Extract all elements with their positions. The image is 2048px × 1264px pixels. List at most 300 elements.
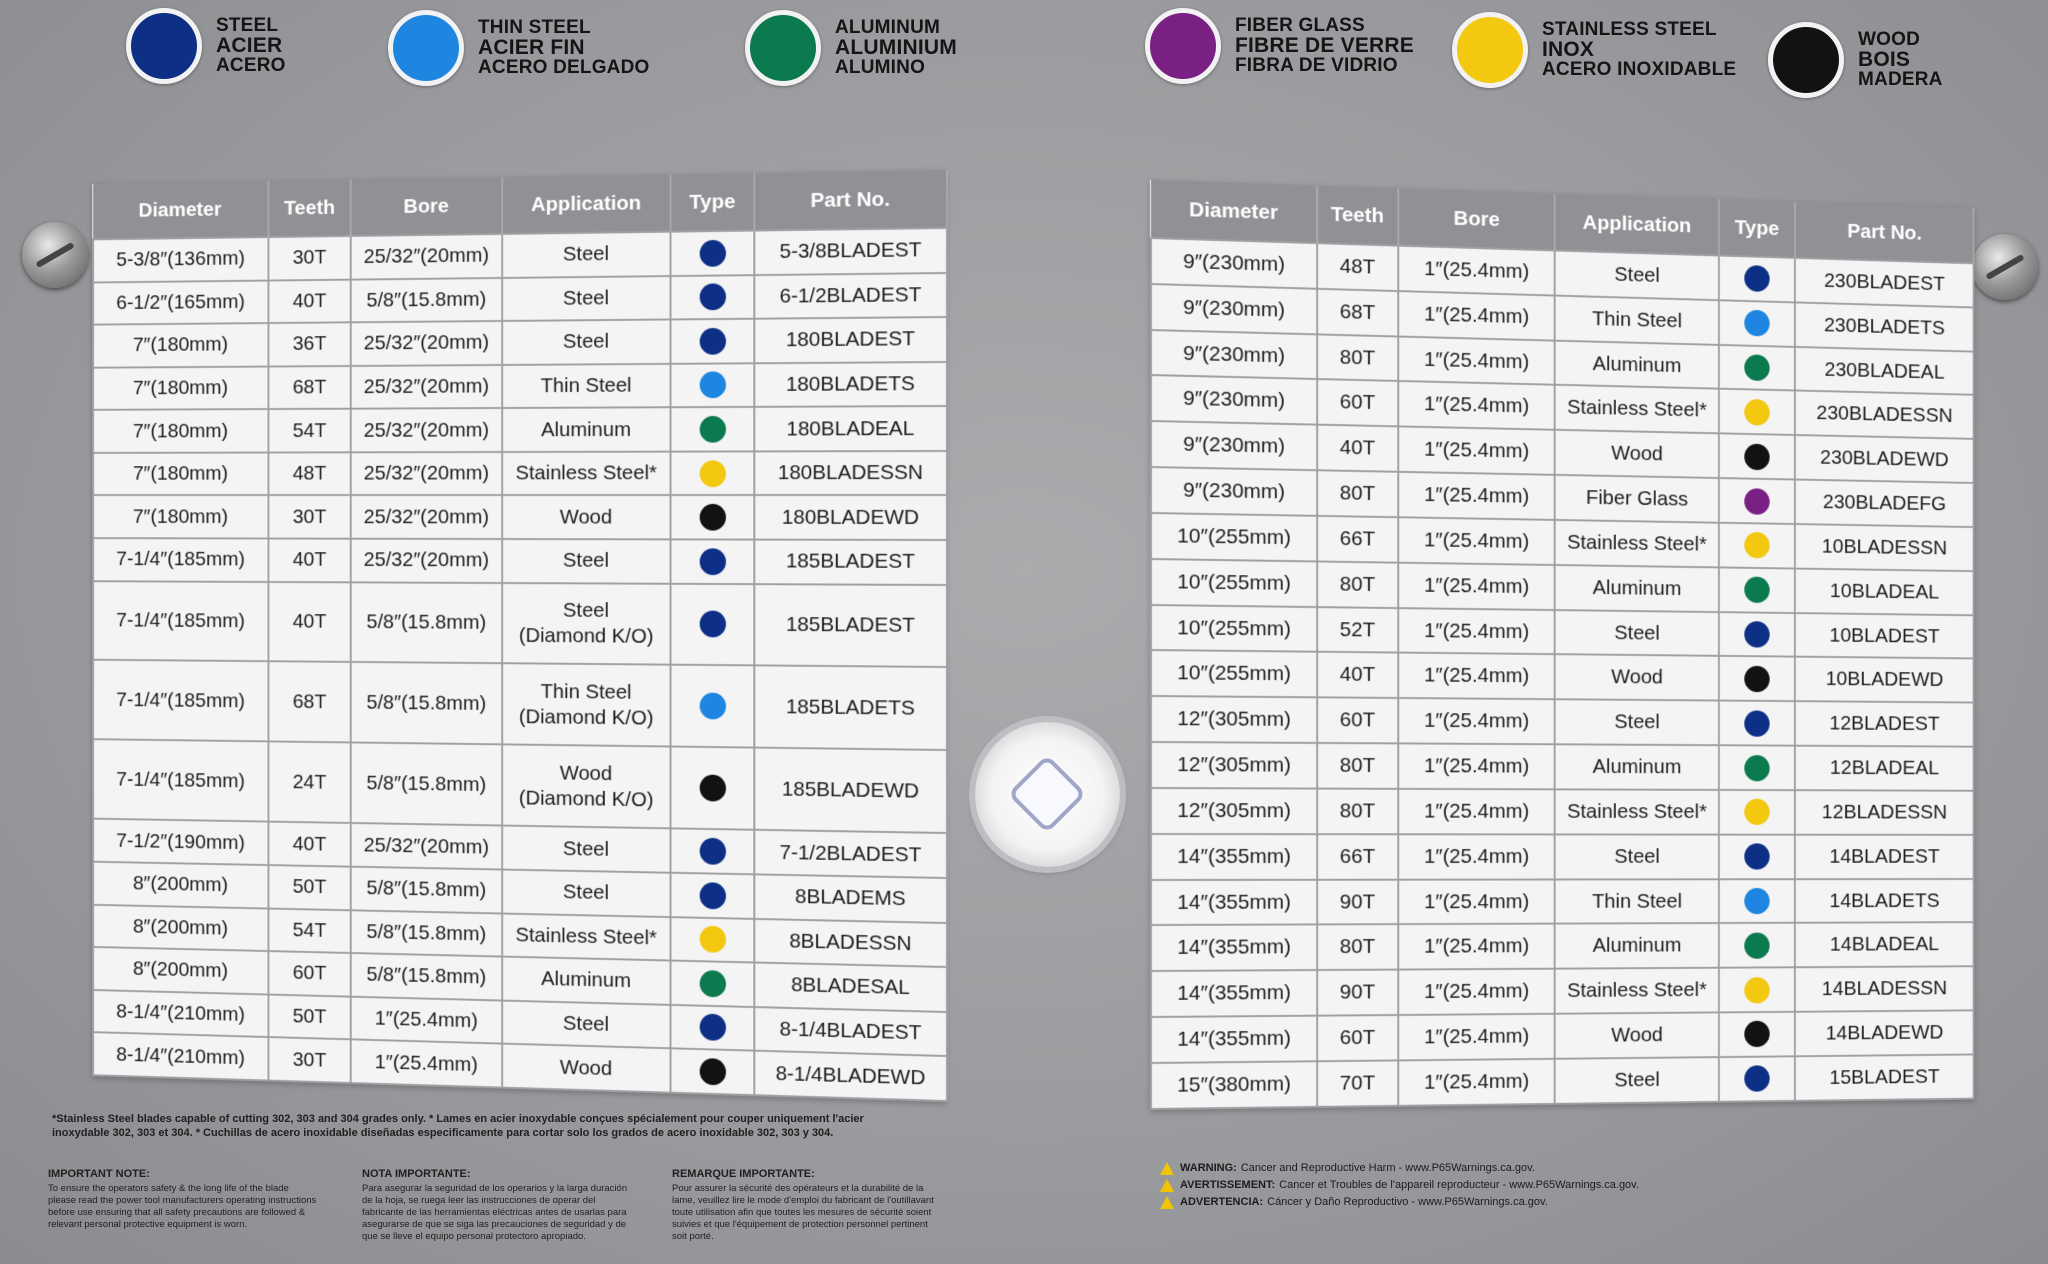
application-text: Steel — [562, 598, 610, 622]
type-cell — [671, 917, 755, 963]
teeth-cell: 80T — [1317, 561, 1398, 607]
application-cell — [502, 320, 670, 365]
legend-dot-stainless-steel — [1452, 12, 1528, 88]
legend-dot-aluminum — [745, 10, 821, 86]
type-dot-aluminum — [1744, 755, 1769, 781]
diameter-cell: 9″(230mm) — [1151, 330, 1317, 380]
legend-item-thin-steel — [388, 10, 650, 86]
left-blade-table — [92, 170, 946, 1102]
type-dot-aluminum — [699, 416, 725, 443]
type-dot-wood — [699, 1058, 725, 1085]
application-cell — [502, 913, 670, 961]
teeth-cell: 60T — [268, 951, 350, 996]
part-cell: 8-1/4BLADEWD — [754, 1051, 947, 1101]
part-cell: 185BLADEWD — [754, 748, 947, 833]
application-cell — [1555, 340, 1719, 389]
teeth-cell: 60T — [1317, 698, 1398, 744]
bore-cell: 1″(25.4mm) — [1398, 653, 1555, 700]
column-header: Teeth — [268, 180, 350, 237]
diamond-knockout — [1007, 754, 1086, 833]
type-cell — [671, 747, 755, 830]
bore-cell: 25/32″(20mm) — [351, 365, 502, 409]
part-cell: 180BLADETS — [754, 362, 947, 407]
part-cell: 12BLADEST — [1795, 701, 1974, 746]
teeth-cell: 40T — [268, 279, 350, 323]
application-cell — [1555, 923, 1719, 968]
type-dot-steel — [1744, 621, 1769, 647]
diameter-cell: 7″(180mm) — [93, 366, 268, 410]
type-dot-steel — [699, 284, 725, 311]
application-text: Steel — [562, 837, 610, 861]
application-subtext: (Diamond K/O) — [518, 786, 654, 812]
diameter-cell: 8″(200mm) — [93, 947, 268, 994]
teeth-cell: 66T — [1317, 516, 1398, 563]
warning-label: ADVERTENCIA: — [1180, 1196, 1264, 1208]
bore-cell: 1″(25.4mm) — [1398, 517, 1555, 565]
table-row — [1151, 696, 1974, 746]
type-dot-steel — [699, 240, 725, 267]
application-cell — [502, 957, 670, 1005]
type-cell — [1719, 834, 1795, 879]
application-text: Stainless Steel* — [1567, 396, 1707, 422]
type-dot-wood — [1744, 1021, 1769, 1047]
teeth-cell: 40T — [268, 822, 350, 867]
column-header: Bore — [351, 177, 502, 236]
type-cell — [1719, 389, 1795, 435]
diameter-cell: 7″(180mm) — [93, 452, 268, 495]
legend-item-wood — [1768, 22, 1943, 98]
teeth-cell: 48T — [1317, 243, 1398, 291]
application-text: Stainless Steel* — [515, 461, 657, 485]
diameter-cell: 14″(355mm) — [1151, 879, 1317, 925]
diameter-cell: 12″(305mm) — [1151, 742, 1317, 788]
diameter-cell: 8-1/4″(210mm) — [93, 1032, 268, 1080]
table-row — [1151, 834, 1974, 880]
bore-cell: 5/8″(15.8mm) — [351, 953, 502, 1000]
diameter-cell: 15″(380mm) — [1151, 1061, 1317, 1109]
teeth-cell: 50T — [268, 865, 350, 910]
diameter-cell: 14″(355mm) — [1151, 834, 1317, 880]
application-cell — [1555, 385, 1719, 433]
part-cell: 7-1/2BLADEST — [754, 830, 947, 878]
type-cell — [1719, 523, 1795, 569]
table-row — [1151, 788, 1974, 835]
legend-label-line: ALUMINIUM — [835, 36, 957, 59]
type-cell — [671, 829, 755, 875]
bore-cell: 1″(25.4mm) — [1398, 1059, 1555, 1106]
diameter-cell: 14″(355mm) — [1151, 970, 1317, 1017]
type-cell — [1719, 612, 1795, 657]
type-dot-steel — [699, 838, 725, 865]
bore-cell: 25/32″(20mm) — [351, 495, 502, 539]
part-cell: 14BLADETS — [1795, 879, 1974, 924]
type-cell — [671, 961, 755, 1007]
bore-cell: 25/32″(20mm) — [351, 539, 502, 583]
application-cell — [502, 451, 670, 495]
diameter-cell: 9″(230mm) — [1151, 421, 1317, 470]
teeth-cell: 68T — [268, 662, 350, 743]
type-dot-aluminum — [1744, 354, 1769, 381]
type-dot-steel — [1744, 265, 1769, 292]
part-cell: 230BLADEST — [1795, 258, 1974, 307]
teeth-cell: 54T — [268, 908, 350, 953]
type-cell — [671, 873, 755, 919]
type-dot-thin-steel — [1744, 310, 1769, 337]
teeth-cell: 80T — [1317, 334, 1398, 381]
application-cell — [1555, 1012, 1719, 1058]
column-header: Application — [502, 174, 670, 233]
prop65-warnings — [1160, 1160, 1760, 1211]
bore-cell: 5/8″(15.8mm) — [351, 278, 502, 323]
application-text: Thin Steel — [1592, 889, 1682, 913]
teeth-cell: 30T — [268, 1037, 350, 1083]
type-dot-wood — [1744, 666, 1769, 692]
teeth-cell: 68T — [1317, 289, 1398, 337]
left-screw — [22, 222, 88, 288]
application-text: Steel — [1614, 710, 1660, 734]
table-row — [1151, 1054, 1974, 1109]
type-dot-stainless-steel — [699, 926, 725, 953]
teeth-cell: 60T — [1317, 1015, 1398, 1061]
column-header: Part No. — [1795, 202, 1974, 264]
warning-text: Cáncer y Daño Reproductivo - www.P65Warnings.ca.gov. — [1267, 1196, 1548, 1208]
application-text: Wood — [1611, 665, 1663, 689]
teeth-cell: 90T — [1317, 879, 1398, 925]
teeth-cell: 80T — [1317, 925, 1398, 971]
legend-item-aluminum — [745, 10, 957, 86]
diameter-cell: 12″(305mm) — [1151, 788, 1317, 834]
type-dot-steel — [699, 611, 725, 638]
application-cell — [502, 1000, 670, 1048]
type-cell — [1719, 300, 1795, 347]
application-cell — [502, 1044, 670, 1093]
part-cell: 10BLADEAL — [1795, 568, 1974, 615]
type-cell — [1719, 1056, 1795, 1102]
bore-cell: 1″(25.4mm) — [1398, 789, 1555, 834]
bore-cell: 5/8″(15.8mm) — [351, 910, 502, 957]
application-text: Aluminum — [541, 967, 632, 993]
warning-line-en — [1160, 1160, 1760, 1177]
part-cell: 185BLADETS — [754, 666, 947, 751]
part-cell: 8BLADESSN — [754, 918, 947, 967]
type-dot-wood — [699, 775, 725, 802]
diameter-cell: 10″(255mm) — [1151, 650, 1317, 697]
diameter-cell: 7-1/4″(185mm) — [93, 660, 268, 742]
type-dot-steel — [1744, 1066, 1769, 1092]
diameter-cell: 10″(255mm) — [1151, 513, 1317, 561]
legend-label-line: ACERO — [216, 55, 286, 76]
legend-label-line: ACIER FIN — [478, 36, 585, 59]
warning-line-es — [1160, 1194, 1760, 1211]
application-cell — [502, 276, 670, 321]
part-cell: 14BLADEAL — [1795, 923, 1974, 968]
material-legend — [0, 0, 2048, 120]
part-cell: 185BLADEST — [754, 540, 947, 585]
diameter-cell: 10″(255mm) — [1151, 605, 1317, 653]
important-note-en — [48, 1168, 318, 1231]
teeth-cell: 68T — [268, 366, 350, 410]
table-row — [1151, 650, 1974, 702]
column-header: Diameter — [1151, 180, 1317, 243]
part-cell: 180BLADEWD — [754, 495, 947, 540]
type-dot-stainless-steel — [1744, 799, 1769, 825]
part-cell: 12BLADESSN — [1795, 790, 1974, 835]
bore-cell: 1″(25.4mm) — [1398, 744, 1555, 790]
legend-label-line: ALUMINO — [835, 57, 926, 78]
application-cell — [502, 232, 670, 278]
type-cell — [671, 451, 755, 495]
table-row — [93, 740, 947, 834]
diameter-cell: 8″(200mm) — [93, 904, 268, 951]
application-cell — [1555, 430, 1719, 478]
column-header: Part No. — [754, 170, 947, 231]
type-dot-wood — [699, 504, 725, 531]
application-text: Stainless Steel* — [1567, 800, 1707, 823]
legend-dot-fiber-glass — [1145, 8, 1221, 84]
bore-cell: 5/8″(15.8mm) — [351, 743, 502, 826]
teeth-cell: 54T — [268, 409, 350, 452]
type-dot-steel — [699, 882, 725, 909]
diameter-cell: 8-1/4″(210mm) — [93, 990, 268, 1038]
column-header: Type — [1719, 199, 1795, 258]
type-dot-stainless-steel — [1744, 532, 1769, 559]
application-text: Stainless Steel* — [1567, 978, 1707, 1003]
legend-dot-steel — [126, 8, 202, 84]
diameter-cell: 7″(180mm) — [93, 409, 268, 452]
type-dot-aluminum — [1744, 577, 1769, 604]
part-cell: 8BLADEMS — [754, 874, 947, 922]
type-cell — [1719, 879, 1795, 924]
type-cell — [671, 231, 755, 276]
bore-cell: 25/32″(20mm) — [351, 234, 502, 279]
diameter-cell: 6-1/2″(165mm) — [93, 280, 268, 325]
application-cell — [1555, 834, 1719, 879]
type-dot-stainless-steel — [699, 460, 725, 487]
teeth-cell: 36T — [268, 322, 350, 366]
bore-cell: 1″(25.4mm) — [1398, 879, 1555, 924]
table-row — [93, 362, 947, 410]
application-text: Steel — [562, 549, 610, 572]
diameter-cell: 9″(230mm) — [1151, 376, 1317, 425]
legend-label-line: ACERO INOXIDABLE — [1542, 59, 1737, 80]
type-dot-steel — [699, 1014, 725, 1041]
teeth-cell: 30T — [268, 236, 350, 280]
legend-label-line: STAINLESS STEEL — [1542, 19, 1717, 40]
part-cell: 230BLADEAL — [1795, 347, 1974, 396]
legend-dot-wood — [1768, 22, 1844, 98]
warning-text: Cancer et Troubles de l'appareil reproducteur - www.P65Warnings.ca.gov. — [1279, 1179, 1639, 1191]
type-cell — [671, 1005, 755, 1051]
legend-label-line: ACIER — [216, 34, 283, 57]
part-cell: 230BLADETS — [1795, 302, 1974, 351]
application-cell — [502, 826, 670, 873]
bore-cell: 25/32″(20mm) — [351, 823, 502, 869]
warning-icon — [1160, 1196, 1174, 1209]
legend-item-fiber-glass — [1145, 8, 1414, 84]
important-note-fr — [672, 1168, 942, 1243]
bore-cell: 1″(25.4mm) — [1398, 291, 1555, 340]
stainless-footnote: *Stainless Steel blades capable of cutting 302, 303 and 304 grades only. * Lames en acier inoxydable conçues spécialement pour couper uniquement l'acier inoxydable 302, 303 et 304. * Cuchillas de acero inoxidable diseñadas especificamente para cortar solo los grados de acero inoxidable 302, 303 y 304. — [52, 1113, 864, 1139]
application-cell — [1555, 295, 1719, 344]
type-cell — [1719, 567, 1795, 612]
part-cell: 14BLADEWD — [1795, 1010, 1974, 1056]
type-cell — [1719, 478, 1795, 524]
type-dot-steel — [1744, 844, 1769, 870]
type-cell — [1719, 701, 1795, 746]
teeth-cell: 50T — [268, 994, 350, 1039]
bore-cell: 1″(25.4mm) — [1398, 246, 1555, 296]
bore-cell: 5/8″(15.8mm) — [351, 867, 502, 913]
type-dot-wood — [1744, 443, 1769, 470]
application-cell — [1555, 968, 1719, 1014]
type-cell — [671, 363, 755, 408]
application-text: Wood — [559, 1055, 613, 1080]
table-row — [93, 495, 947, 540]
right-blade-table — [1150, 180, 1974, 1110]
application-text: Aluminum — [1592, 755, 1682, 779]
note-body: To ensure the operators safety & the long life of the blade please read the power tool manufacturers operating instructions before use ensuring that all safety precautions are followed & relevant personal protective equipment is worn. — [48, 1183, 317, 1230]
application-cell — [502, 664, 670, 747]
type-cell — [671, 583, 755, 666]
teeth-cell: 90T — [1317, 970, 1398, 1016]
application-cell — [1555, 744, 1719, 789]
part-cell: 180BLADESSN — [754, 451, 947, 496]
application-subtext: (Diamond K/O) — [518, 705, 654, 730]
part-cell: 12BLADEAL — [1795, 746, 1974, 791]
application-text: Aluminum — [1592, 934, 1682, 958]
application-text: Thin Steel — [540, 373, 632, 398]
legend-label-line: WOOD — [1858, 29, 1921, 50]
diameter-cell: 12″(305mm) — [1151, 696, 1317, 743]
part-cell: 230BLADEFG — [1795, 480, 1974, 527]
note-body: Para asegurar la seguridad de los operarios y la larga duración de la hoja, se ruega leer las instrucciones de operar del fabricante de las herramientas eléctricas antes de usarlas para asegurarse de que se siga las precauciones de seguridad y de que se lleve el equipo personal protectoro apropiado. — [362, 1183, 628, 1242]
teeth-cell: 40T — [1317, 652, 1398, 698]
diameter-cell: 9″(230mm) — [1151, 467, 1317, 516]
type-dot-steel — [699, 328, 725, 355]
application-text: Steel — [562, 286, 610, 310]
teeth-cell: 52T — [1317, 607, 1398, 653]
application-text: Thin Steel — [1592, 307, 1682, 333]
bore-cell: 25/32″(20mm) — [351, 408, 502, 452]
table-row — [1151, 742, 1974, 791]
type-cell — [1719, 345, 1795, 391]
teeth-cell: 66T — [1317, 834, 1398, 879]
bore-cell: 1″(25.4mm) — [351, 996, 502, 1043]
warning-icon — [1160, 1179, 1174, 1192]
table-row — [1151, 966, 1974, 1017]
application-text: Stainless Steel* — [515, 923, 657, 950]
legend-label — [1542, 20, 1736, 80]
application-text: Steel — [1614, 621, 1660, 645]
right-screw — [1972, 234, 2038, 300]
table-row — [1151, 923, 1974, 972]
diameter-cell: 14″(355mm) — [1151, 925, 1317, 971]
type-dot-aluminum — [699, 970, 725, 997]
bore-cell: 1″(25.4mm) — [1398, 562, 1555, 609]
application-text: Aluminum — [541, 417, 632, 441]
teeth-cell: 48T — [268, 452, 350, 495]
table-row — [93, 538, 947, 584]
diameter-cell: 7-1/2″(190mm) — [93, 819, 268, 865]
legend-label — [1858, 30, 1943, 90]
bore-cell: 5/8″(15.8mm) — [351, 582, 502, 664]
teeth-cell: 40T — [1317, 425, 1398, 472]
application-text: Thin Steel — [540, 680, 632, 704]
warning-line-fr — [1160, 1177, 1760, 1194]
application-cell — [502, 407, 670, 451]
diameter-cell: 9″(230mm) — [1151, 238, 1317, 289]
application-cell — [502, 745, 670, 829]
legend-label-line: FIBER GLASS — [1235, 15, 1365, 36]
bore-cell: 25/32″(20mm) — [351, 321, 502, 366]
legend-label-line: THIN STEEL — [478, 17, 591, 38]
warning-label: AVERTISSEMENT: — [1180, 1179, 1276, 1191]
teeth-cell: 80T — [1317, 788, 1398, 834]
teeth-cell: 80T — [1317, 743, 1398, 789]
arbor-hole — [975, 722, 1120, 867]
bore-cell: 25/32″(20mm) — [351, 452, 502, 496]
legend-label — [1235, 16, 1414, 76]
note-title: REMARQUE IMPORTANTE: — [672, 1168, 815, 1180]
legend-label — [478, 18, 650, 78]
bore-cell: 1″(25.4mm) — [1398, 698, 1555, 744]
table-row — [93, 451, 947, 496]
table-row — [93, 581, 947, 668]
bore-cell: 1″(25.4mm) — [1398, 472, 1555, 520]
bore-cell: 1″(25.4mm) — [1398, 969, 1555, 1015]
part-cell: 6-1/2BLADEST — [754, 273, 947, 319]
legend-label-line: BOIS — [1858, 48, 1911, 71]
type-cell — [671, 407, 755, 451]
application-cell — [502, 495, 670, 539]
type-cell — [1719, 968, 1795, 1013]
application-cell — [502, 583, 670, 666]
legend-item-stainless-steel — [1452, 12, 1736, 88]
column-header: Bore — [1398, 188, 1555, 250]
legend-label — [216, 16, 286, 76]
table-row — [93, 273, 947, 325]
teeth-cell: 40T — [268, 538, 350, 581]
type-dot-thin-steel — [699, 372, 725, 399]
warning-label: WARNING: — [1180, 1162, 1237, 1174]
type-cell — [1719, 923, 1795, 968]
legend-label-line: FIBRA DE VIDRIO — [1235, 55, 1398, 76]
table-row — [93, 317, 947, 367]
application-text: Stainless Steel* — [1567, 530, 1707, 556]
diameter-cell: 9″(230mm) — [1151, 284, 1317, 334]
teeth-cell: 70T — [1317, 1060, 1398, 1107]
application-text: Aluminum — [1592, 576, 1682, 600]
legend-label-line: ACERO DELGADO — [478, 57, 650, 78]
table-row — [93, 660, 947, 750]
application-cell — [502, 870, 670, 917]
legend-item-steel — [126, 8, 286, 84]
bore-cell: 1″(25.4mm) — [1398, 1014, 1555, 1061]
legend-label-line: INOX — [1542, 38, 1595, 61]
application-cell — [1555, 250, 1719, 300]
part-cell: 5-3/8BLADEST — [754, 228, 947, 275]
type-dot-stainless-steel — [1744, 399, 1769, 426]
type-cell — [1719, 656, 1795, 701]
application-cell — [1555, 699, 1719, 745]
teeth-cell: 30T — [268, 495, 350, 538]
type-cell — [671, 275, 755, 320]
application-text: Steel — [562, 1011, 610, 1036]
teeth-cell: 60T — [1317, 379, 1398, 426]
application-cell — [502, 364, 670, 409]
bore-cell: 5/8″(15.8mm) — [351, 662, 502, 744]
diameter-cell: 7″(180mm) — [93, 495, 268, 538]
